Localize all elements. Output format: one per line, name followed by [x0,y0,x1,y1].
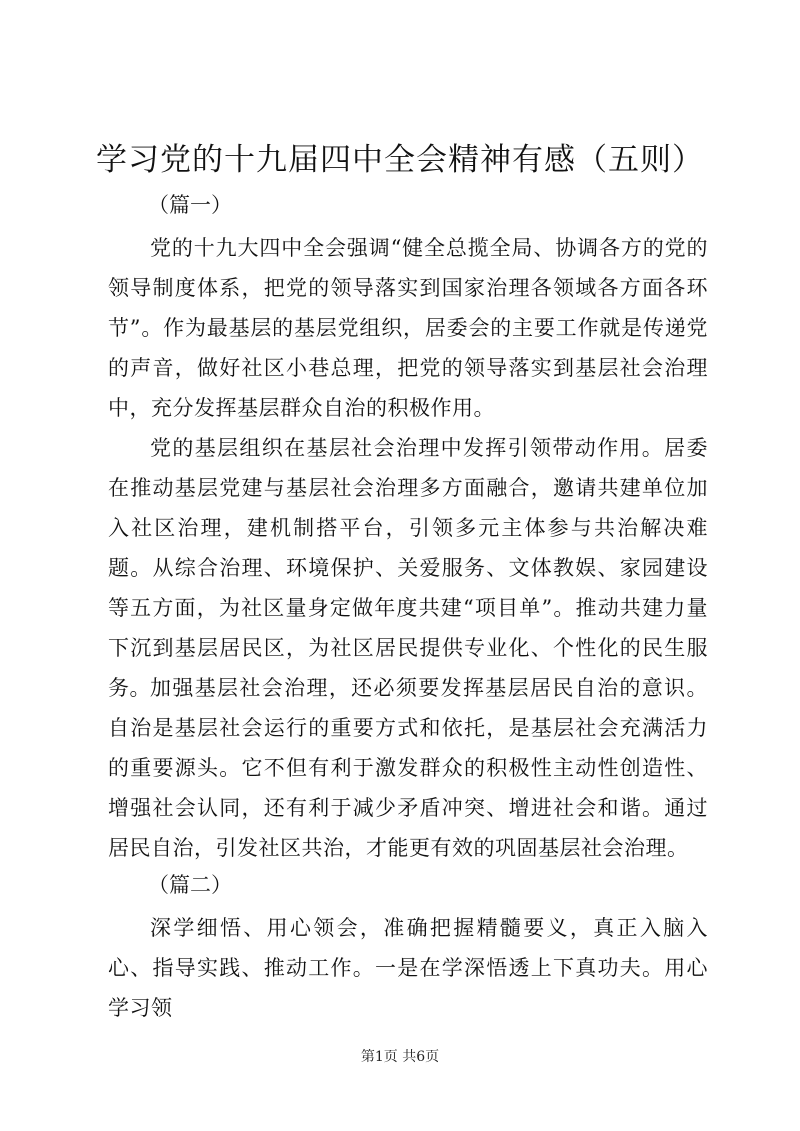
paragraph-1: 党的十九大四中全会强调“健全总揽全局、协调各方的党的领导制度体系，把党的领导落实到国家治理各领域各方面各环节”。作为最基层的基层党组织，居委会的主要工作就是传递党的声音，做好社区小巷总理，把党的领导落实到基层社会治理中，充分发挥基层群众自治的积极作用。 [108,236,708,420]
document-title: 学习党的十九届四中全会精神有感（五则） [96,142,704,178]
paragraph-2: 党的基层组织在基层社会治理中发挥引领带动作用。居委在推动基层党建与基层社会治理多方面融合，邀请共建单位加入社区治理，建机制搭平台，引领多元主体参与共治解决难题。从综合治理、环境保护、关爱服务、文体教娱、家园建设等五方面，为社区量身定做年度共建“项目单”。推动共建力量下沉到基层居民区，为社区居民提供专业化、个性化的民生服务。 [108,436,708,700]
section-label-1: （篇一） [148,193,232,217]
paragraph-4: 深学细悟、用心领会，准确把握精髓要义，真正入脑入心、指导实践、推动工作。一是在学深悟透上下真功夫。用心学习领 [108,916,708,1020]
section-label-2: （篇二） [148,873,232,897]
page-footer: 第1页 共6页 [360,1049,440,1065]
paragraph-3: 加强基层社会治理，还必须要发挥基层居民自治的意识。自治是基层社会运行的重要方式和依托，是基层社会充满活力的重要源头。它不但有利于激发群众的积极性主动性创造性、增强社会认同，还有利于减少矛盾冲突、增进社会和谐。通过居民自治，引发社区共治，才能更有效的巩固基层社会治理。 [108,676,708,860]
